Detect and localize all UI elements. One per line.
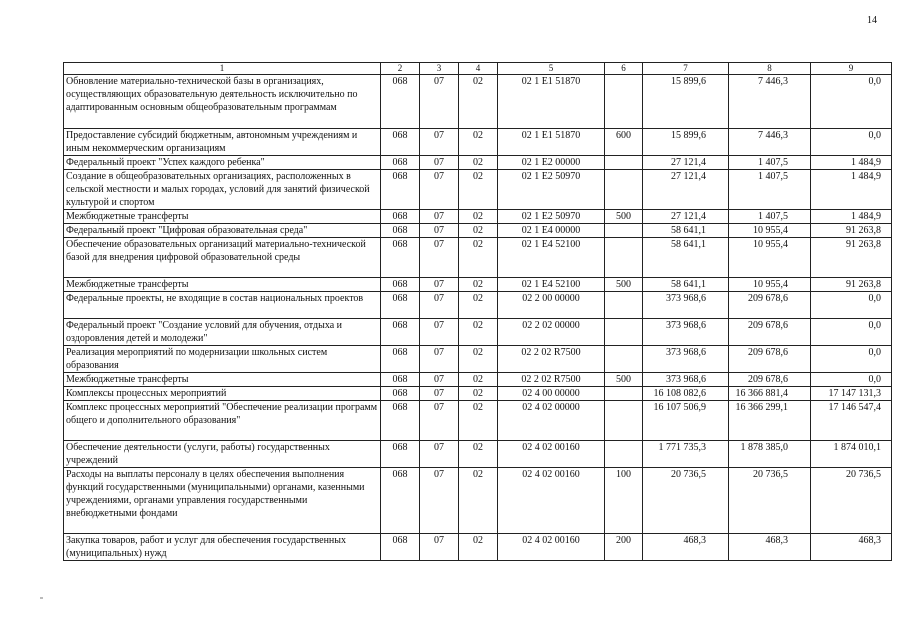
cell-ministry-code: 068 [381, 238, 420, 278]
budget-table [63, 62, 892, 561]
cell-amount-year-1: 1 771 735,3 [643, 441, 729, 468]
cell-subsection-code: 02 [459, 346, 498, 373]
cell-expense-type [605, 401, 643, 441]
cell-target-article: 02 1 E4 52100 [498, 238, 605, 278]
column-number: 6 [605, 63, 643, 75]
cell-section-code: 07 [420, 156, 459, 170]
table-row [64, 238, 892, 278]
cell-amount-year-1: 58 641,1 [643, 238, 729, 278]
column-number: 9 [811, 63, 892, 75]
cell-expense-type [605, 224, 643, 238]
cell-amount-year-2: 1 407,5 [729, 210, 811, 224]
cell-amount-year-1: 58 641,1 [643, 278, 729, 292]
cell-subsection-code: 02 [459, 373, 498, 387]
row-name: Предоставление субсидий бюджетным, автономным учреждениям и иным некоммерческим организациям [64, 129, 381, 156]
cell-subsection-code: 02 [459, 319, 498, 346]
cell-ministry-code: 068 [381, 292, 420, 319]
table-row [64, 156, 892, 170]
cell-ministry-code: 068 [381, 170, 420, 210]
cell-ministry-code: 068 [381, 319, 420, 346]
cell-expense-type: 500 [605, 278, 643, 292]
column-number: 3 [420, 63, 459, 75]
cell-expense-type [605, 170, 643, 210]
cell-section-code: 07 [420, 346, 459, 373]
row-name: Федеральный проект "Успех каждого ребенка" [64, 156, 381, 170]
cell-expense-type [605, 292, 643, 319]
cell-section-code: 07 [420, 224, 459, 238]
table-row [64, 468, 892, 534]
cell-amount-year-2: 209 678,6 [729, 346, 811, 373]
cell-target-article: 02 1 E1 51870 [498, 129, 605, 156]
cell-subsection-code: 02 [459, 238, 498, 278]
cell-amount-year-3: 0,0 [811, 75, 892, 129]
cell-section-code: 07 [420, 534, 459, 561]
column-number: 1 [64, 63, 381, 75]
cell-expense-type [605, 387, 643, 401]
cell-amount-year-3: 0,0 [811, 129, 892, 156]
cell-amount-year-3: 0,0 [811, 319, 892, 346]
row-name: Реализация мероприятий по модернизации школьных систем образования [64, 346, 381, 373]
cell-subsection-code: 02 [459, 401, 498, 441]
column-number: 8 [729, 63, 811, 75]
cell-ministry-code: 068 [381, 156, 420, 170]
cell-amount-year-1: 373 968,6 [643, 346, 729, 373]
cell-amount-year-3: 20 736,5 [811, 468, 892, 534]
cell-expense-type: 500 [605, 373, 643, 387]
row-name: Федеральные проекты, не входящие в состав национальных проектов [64, 292, 381, 319]
cell-section-code: 07 [420, 468, 459, 534]
cell-section-code: 07 [420, 401, 459, 441]
cell-section-code: 07 [420, 373, 459, 387]
cell-amount-year-2: 7 446,3 [729, 75, 811, 129]
cell-expense-type [605, 156, 643, 170]
cell-section-code: 07 [420, 75, 459, 129]
cell-section-code: 07 [420, 129, 459, 156]
cell-amount-year-3: 0,0 [811, 346, 892, 373]
cell-subsection-code: 02 [459, 75, 498, 129]
cell-amount-year-3: 17 147 131,3 [811, 387, 892, 401]
cell-target-article: 02 4 02 00160 [498, 534, 605, 561]
row-name: Межбюджетные трансферты [64, 278, 381, 292]
cell-ministry-code: 068 [381, 387, 420, 401]
cell-amount-year-3: 17 146 547,4 [811, 401, 892, 441]
cell-subsection-code: 02 [459, 387, 498, 401]
cell-amount-year-2: 10 955,4 [729, 238, 811, 278]
cell-amount-year-1: 15 899,6 [643, 129, 729, 156]
cell-section-code: 07 [420, 292, 459, 319]
cell-section-code: 07 [420, 170, 459, 210]
cell-ministry-code: 068 [381, 373, 420, 387]
row-name: Обновление материально-технической базы в организациях, осуществляющих образовательную деятельность исключительно по адаптированным основным общеобразовательным программам [64, 75, 381, 129]
cell-amount-year-2: 10 955,4 [729, 278, 811, 292]
table-row [64, 441, 892, 468]
cell-amount-year-2: 468,3 [729, 534, 811, 561]
cell-target-article: 02 4 02 00160 [498, 468, 605, 534]
cell-ministry-code: 068 [381, 224, 420, 238]
cell-amount-year-2: 209 678,6 [729, 292, 811, 319]
cell-target-article: 02 1 E4 52100 [498, 278, 605, 292]
cell-expense-type: 600 [605, 129, 643, 156]
cell-amount-year-1: 468,3 [643, 534, 729, 561]
row-name: Закупка товаров, работ и услуг для обеспечения государственных (муниципальных) нужд [64, 534, 381, 561]
cell-expense-type [605, 238, 643, 278]
cell-subsection-code: 02 [459, 224, 498, 238]
scan-mark [40, 597, 43, 599]
table-row [64, 224, 892, 238]
page-number: 14 [867, 15, 877, 26]
cell-section-code: 07 [420, 441, 459, 468]
cell-amount-year-1: 373 968,6 [643, 319, 729, 346]
cell-amount-year-1: 373 968,6 [643, 292, 729, 319]
cell-ministry-code: 068 [381, 75, 420, 129]
column-number: 4 [459, 63, 498, 75]
cell-amount-year-1: 27 121,4 [643, 170, 729, 210]
column-number-row [64, 63, 892, 75]
cell-expense-type: 100 [605, 468, 643, 534]
row-name: Создание в общеобразовательных организациях, расположенных в сельской местности и малых городах, условий для занятий физической культурой и спортом [64, 170, 381, 210]
cell-amount-year-2: 10 955,4 [729, 224, 811, 238]
cell-subsection-code: 02 [459, 129, 498, 156]
table-row [64, 278, 892, 292]
cell-section-code: 07 [420, 319, 459, 346]
cell-amount-year-2: 7 446,3 [729, 129, 811, 156]
cell-target-article: 02 2 02 R7500 [498, 346, 605, 373]
cell-amount-year-3: 468,3 [811, 534, 892, 561]
cell-target-article: 02 4 02 00000 [498, 401, 605, 441]
cell-target-article: 02 1 E2 50970 [498, 210, 605, 224]
cell-amount-year-2: 1 407,5 [729, 170, 811, 210]
row-name: Обеспечение образовательных организаций материально-технической базой для внедрения цифровой образовательной среды [64, 238, 381, 278]
cell-subsection-code: 02 [459, 278, 498, 292]
cell-expense-type: 500 [605, 210, 643, 224]
cell-target-article: 02 2 00 00000 [498, 292, 605, 319]
column-number: 7 [643, 63, 729, 75]
row-name: Расходы на выплаты персоналу в целях обеспечения выполнения функций государственными (муниципальными) органами, казенными учреждениями, органами управления государственными внебюджетными фондами [64, 468, 381, 534]
table-row [64, 75, 892, 129]
cell-amount-year-1: 15 899,6 [643, 75, 729, 129]
cell-amount-year-3: 91 263,8 [811, 238, 892, 278]
cell-amount-year-3: 1 874 010,1 [811, 441, 892, 468]
row-name: Обеспечение деятельности (услуги, работы) государственных учреждений [64, 441, 381, 468]
cell-target-article: 02 4 00 00000 [498, 387, 605, 401]
cell-expense-type [605, 346, 643, 373]
cell-amount-year-2: 16 366 299,1 [729, 401, 811, 441]
cell-amount-year-3: 91 263,8 [811, 224, 892, 238]
table-row [64, 401, 892, 441]
table-row [64, 210, 892, 224]
table-row [64, 292, 892, 319]
cell-expense-type [605, 319, 643, 346]
cell-ministry-code: 068 [381, 534, 420, 561]
cell-amount-year-3: 1 484,9 [811, 170, 892, 210]
cell-amount-year-3: 0,0 [811, 373, 892, 387]
cell-expense-type: 200 [605, 534, 643, 561]
row-name: Межбюджетные трансферты [64, 373, 381, 387]
cell-section-code: 07 [420, 387, 459, 401]
cell-section-code: 07 [420, 238, 459, 278]
column-number: 5 [498, 63, 605, 75]
cell-target-article: 02 4 02 00160 [498, 441, 605, 468]
cell-amount-year-2: 16 366 881,4 [729, 387, 811, 401]
cell-expense-type [605, 75, 643, 129]
cell-amount-year-3: 0,0 [811, 292, 892, 319]
cell-amount-year-2: 209 678,6 [729, 319, 811, 346]
cell-target-article: 02 1 E4 00000 [498, 224, 605, 238]
cell-amount-year-2: 20 736,5 [729, 468, 811, 534]
table-row [64, 373, 892, 387]
cell-subsection-code: 02 [459, 156, 498, 170]
cell-ministry-code: 068 [381, 129, 420, 156]
cell-subsection-code: 02 [459, 441, 498, 468]
cell-target-article: 02 2 02 00000 [498, 319, 605, 346]
cell-amount-year-2: 1 407,5 [729, 156, 811, 170]
cell-subsection-code: 02 [459, 170, 498, 210]
table-row [64, 534, 892, 561]
cell-ministry-code: 068 [381, 441, 420, 468]
cell-amount-year-1: 373 968,6 [643, 373, 729, 387]
cell-amount-year-1: 20 736,5 [643, 468, 729, 534]
row-name: Федеральный проект "Цифровая образовательная среда" [64, 224, 381, 238]
table-row [64, 319, 892, 346]
cell-target-article: 02 2 02 R7500 [498, 373, 605, 387]
cell-amount-year-3: 1 484,9 [811, 156, 892, 170]
cell-subsection-code: 02 [459, 292, 498, 319]
row-name: Комплексы процессных мероприятий [64, 387, 381, 401]
table-row [64, 129, 892, 156]
row-name: Межбюджетные трансферты [64, 210, 381, 224]
cell-amount-year-3: 1 484,9 [811, 210, 892, 224]
cell-target-article: 02 1 E2 50970 [498, 170, 605, 210]
cell-ministry-code: 068 [381, 468, 420, 534]
table-row [64, 346, 892, 373]
cell-section-code: 07 [420, 278, 459, 292]
cell-amount-year-1: 16 107 506,9 [643, 401, 729, 441]
table-row [64, 387, 892, 401]
cell-target-article: 02 1 E2 00000 [498, 156, 605, 170]
cell-ministry-code: 068 [381, 401, 420, 441]
cell-expense-type [605, 441, 643, 468]
cell-amount-year-1: 27 121,4 [643, 210, 729, 224]
cell-subsection-code: 02 [459, 210, 498, 224]
cell-ministry-code: 068 [381, 346, 420, 373]
cell-amount-year-3: 91 263,8 [811, 278, 892, 292]
row-name: Комплекс процессных мероприятий "Обеспечение реализации программ общего и дополнительного образования" [64, 401, 381, 441]
column-number: 2 [381, 63, 420, 75]
cell-amount-year-2: 1 878 385,0 [729, 441, 811, 468]
cell-subsection-code: 02 [459, 534, 498, 561]
cell-amount-year-2: 209 678,6 [729, 373, 811, 387]
table-row [64, 170, 892, 210]
row-name: Федеральный проект "Создание условий для обучения, отдыха и оздоровления детей и молодежи" [64, 319, 381, 346]
cell-ministry-code: 068 [381, 278, 420, 292]
cell-amount-year-1: 58 641,1 [643, 224, 729, 238]
cell-ministry-code: 068 [381, 210, 420, 224]
cell-amount-year-1: 27 121,4 [643, 156, 729, 170]
table-body [64, 75, 892, 561]
cell-section-code: 07 [420, 210, 459, 224]
cell-target-article: 02 1 E1 51870 [498, 75, 605, 129]
cell-subsection-code: 02 [459, 468, 498, 534]
cell-amount-year-1: 16 108 082,6 [643, 387, 729, 401]
